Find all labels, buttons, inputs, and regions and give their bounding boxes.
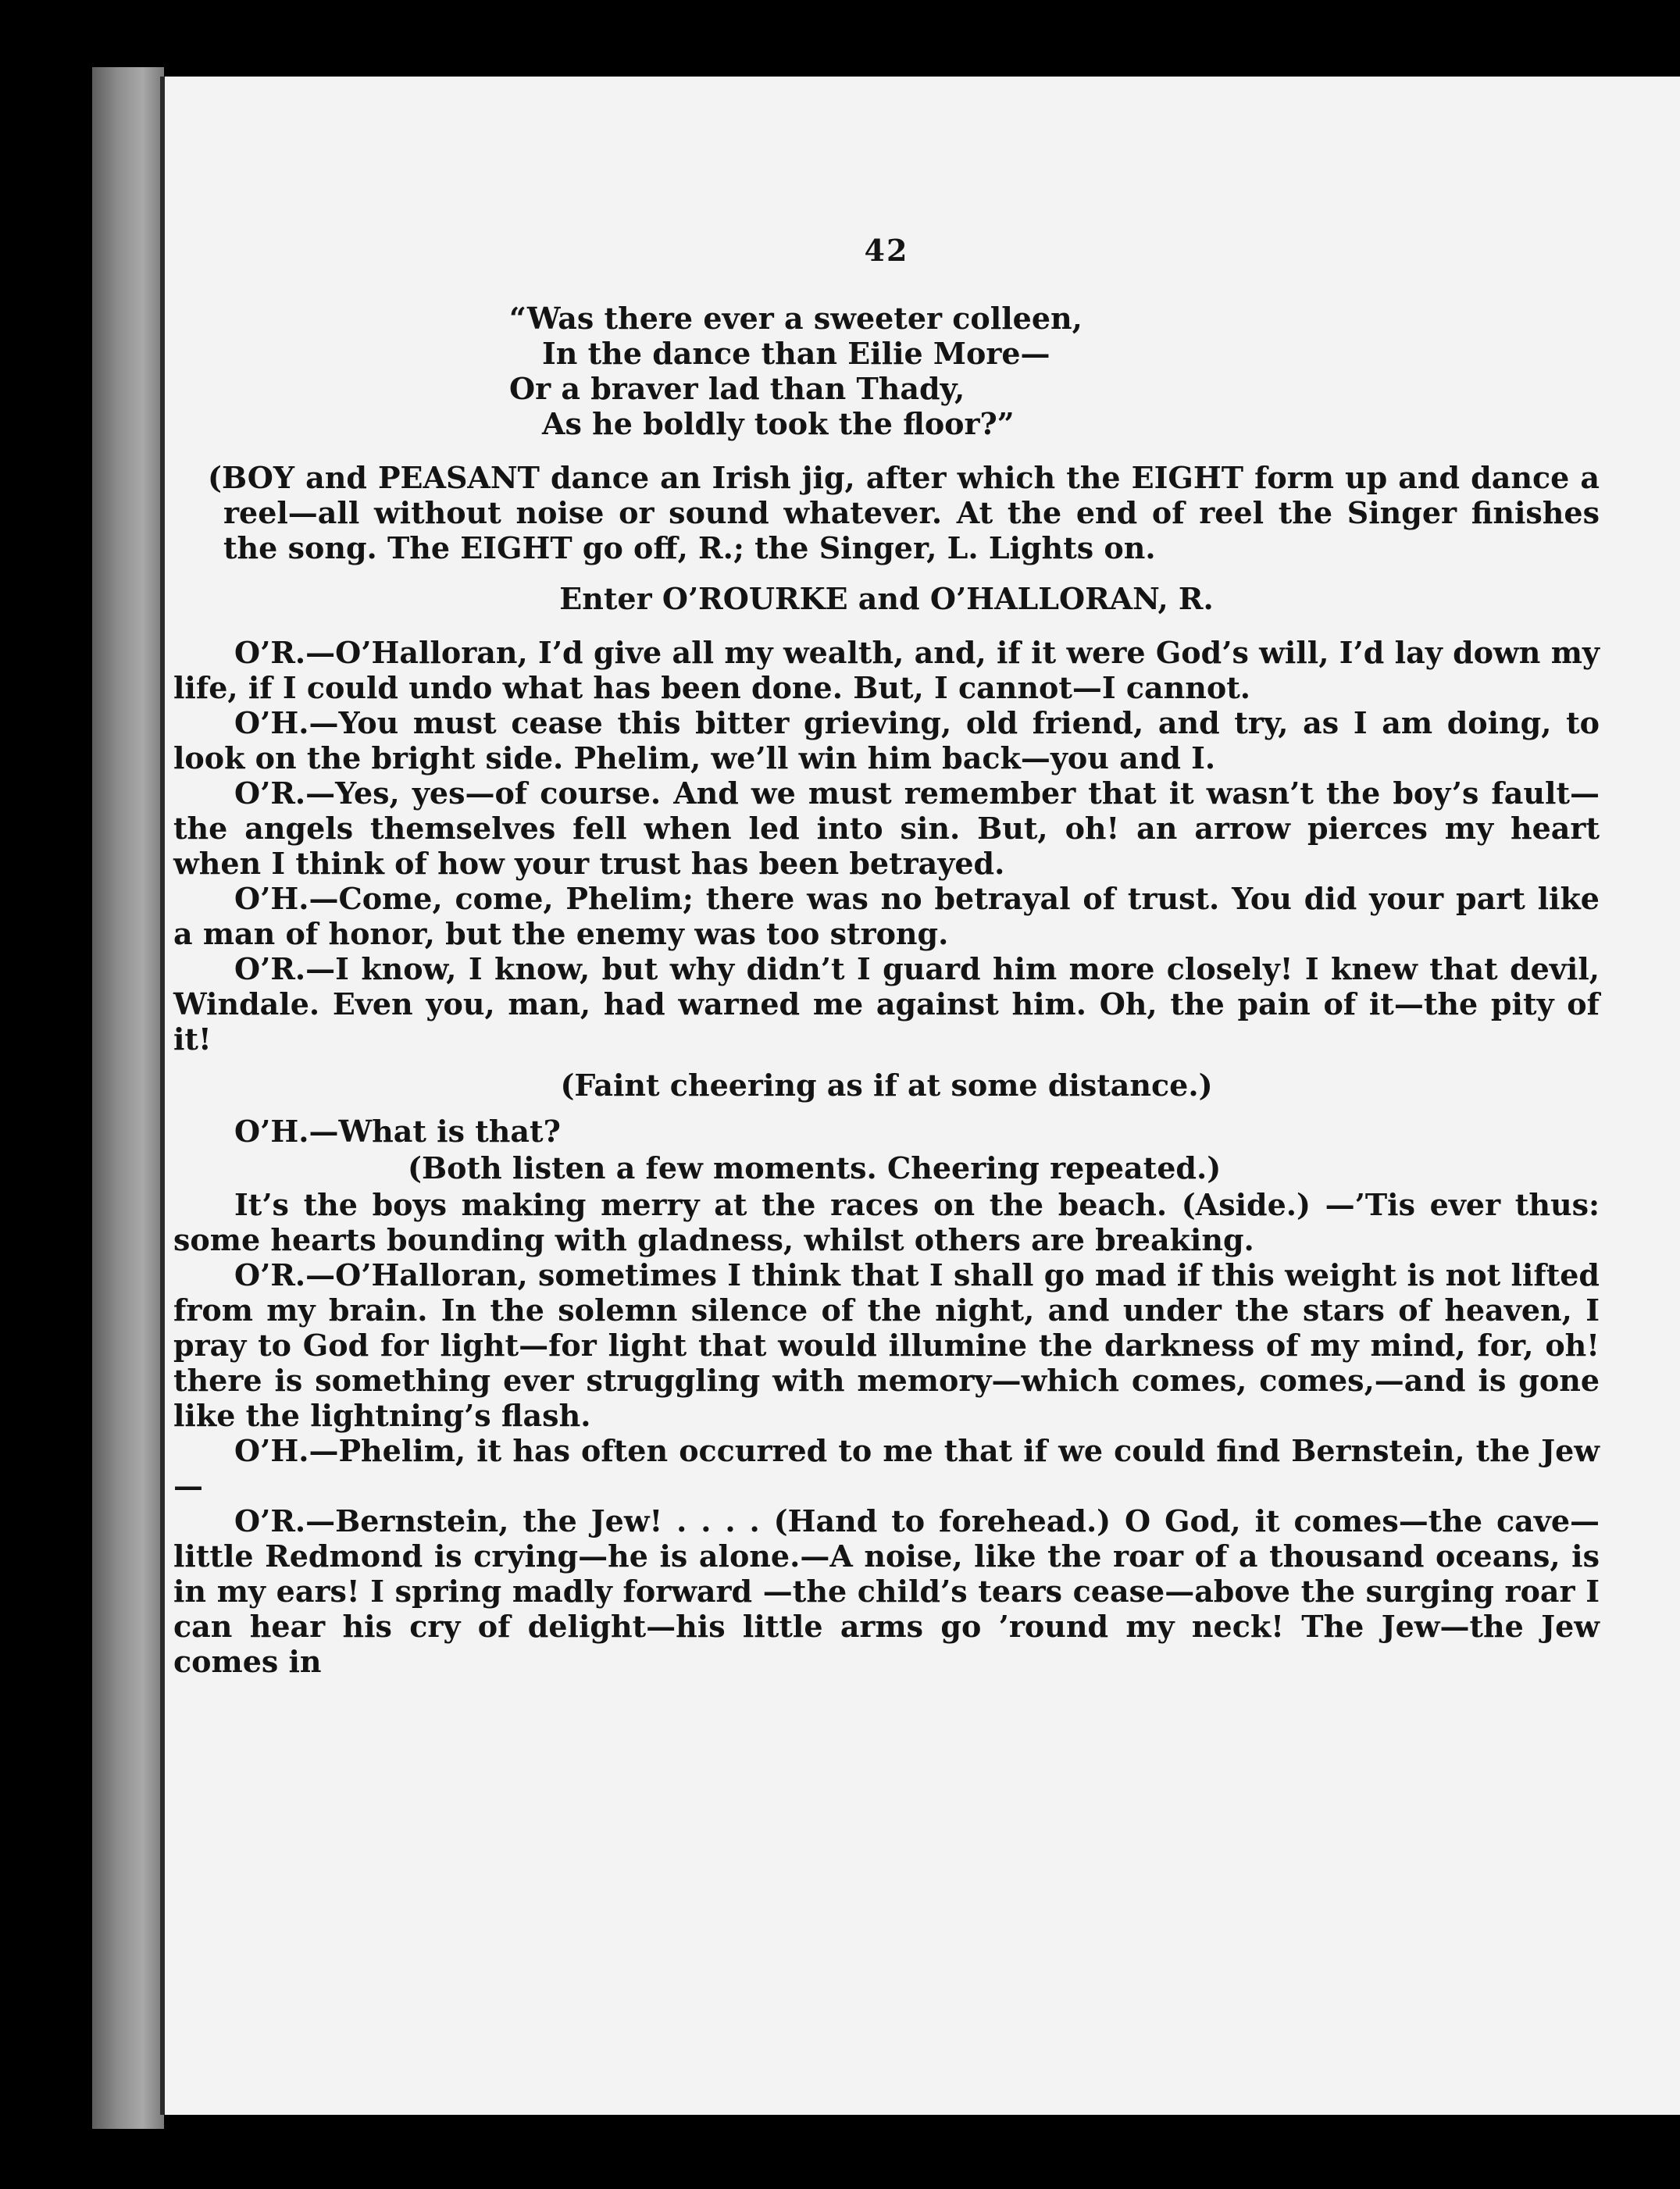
dialogue-text: —Bernstein, the Jew! . . . . (Hand to forehead.) O God, it comes—the cave—little Redmond is crying—he is alone.—A noise, like the roar of a thousand oceans, is in my ears! I spring madly forward —the child’s tears cease—above the surging roar I can hear his cry of delight—his little arms go ’round my neck! The Jew—the Jew comes in (173, 1503, 1600, 1679)
dialogue-text: —What is that? (309, 1114, 561, 1149)
speaker-tag: O’H. (234, 1433, 309, 1468)
speaker-tag: O’H. (234, 1114, 309, 1149)
speaker-tag: O’H. (234, 705, 309, 740)
dialogue-line (173, 775, 1600, 881)
dialogue-line (173, 705, 1600, 775)
dialogue-line (173, 1114, 1600, 1149)
dialogue-text: —Yes, yes—of course. And we must remember that it wasn’t the boy’s fault—the angels themselves fell when led into sin. But, oh! an arrow pierces my heart when I think of how your trust has been betrayed. (173, 775, 1600, 881)
dialogue-block (173, 1257, 1600, 1679)
dialogue-text: —I know, I know, but why didn’t I guard him more closely! I knew that devil, Windale. Even you, man, had warned me against him. Oh, the pain of it—the pity of it! (173, 951, 1600, 1057)
dialogue-block (173, 635, 1600, 1057)
dialogue-line (173, 951, 1600, 1057)
dialogue-continuation: It’s the boys making merry at the races on the beach. (Aside.) —’Tis ever thus: some hearts bounding with gladness, whilst others are breaking. (173, 1187, 1600, 1257)
verse-line: “Was there ever a sweeter colleen, (509, 301, 1083, 336)
dialogue-text: —O’Halloran, I’d give all my wealth, and, if it were God’s will, I’d lay down my life, if I could undo what has been done. But, I cannot—I cannot. (173, 635, 1600, 705)
dialogue-text: —You must cease this bitter grieving, old friend, and try, as I am doing, to look on the bright side. Phelim, we’ll win him back—you and I. (173, 705, 1600, 775)
verse-line: In the dance than Eilie More— (542, 336, 1050, 371)
speaker-tag: O’R. (234, 775, 306, 811)
entrance-direction: Enter O’ROURKE and O’HALLORAN, R. (559, 581, 1214, 616)
stage-direction: (BOY and PEASANT dance an Irish jig, after which the EIGHT form up and dance a reel—all without noise or sound whatever. At the end of reel the Singer finishes the song. The EIGHT go off, R.; the Singer, L. Lights on. (208, 460, 1600, 565)
page-text (173, 233, 1600, 1679)
dialogue-line (173, 1433, 1600, 1503)
speaker-tag: O’R. (234, 635, 306, 670)
dialogue-text: —Come, come, Phelim; there was no betrayal of trust. You did your part like a man of honor, but the enemy was too strong. (173, 881, 1600, 951)
dialogue-line (173, 635, 1600, 705)
song-verse (509, 301, 1600, 441)
speaker-tag: O’R. (234, 951, 306, 986)
page-number: 42 (864, 233, 909, 268)
dialogue-text: —Phelim, it has often occurred to me that if we could find Bernstein, the Jew— (173, 1433, 1600, 1503)
speaker-tag: O’R. (234, 1257, 306, 1292)
verse-line: As he boldly took the floor?” (542, 406, 1015, 441)
speaker-tag: O’R. (234, 1503, 306, 1538)
speaker-tag: O’H. (234, 881, 309, 916)
dialogue-line (173, 881, 1600, 951)
dialogue-line (173, 1503, 1600, 1679)
book-spine-edge (92, 67, 164, 2129)
dialogue-line (173, 1257, 1600, 1433)
dialogue-text: —O’Halloran, sometimes I think that I shall go mad if this weight is not lifted from my brain. In the solemn silence of the night, and under the stars of heaven, I pray to God for light—for light that would illumine the darkness of my mind, for, oh! there is something ever struggling with memory—which comes, comes,—and is gone like the lightning’s flash. (173, 1257, 1600, 1433)
verse-line: Or a braver lad than Thady, (509, 371, 965, 406)
stage-direction: (Faint cheering as if at some distance.) (560, 1068, 1213, 1103)
stage-direction: (Both listen a few moments. Cheering repeated.) (408, 1150, 1222, 1185)
